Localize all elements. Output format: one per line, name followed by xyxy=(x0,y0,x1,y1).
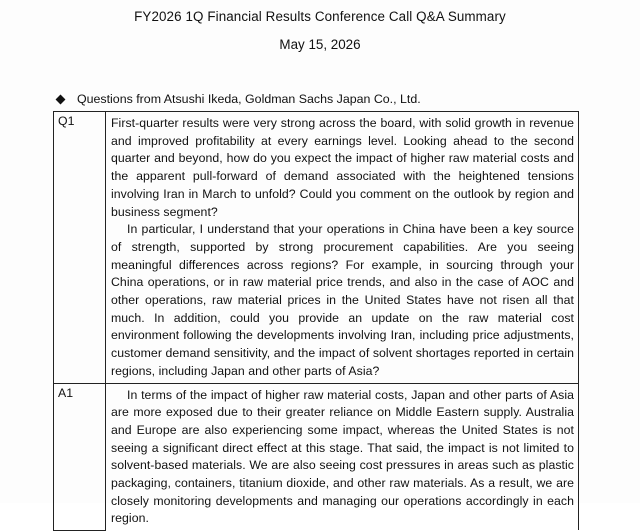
qa-row-q1 xyxy=(54,112,579,384)
q1-paragraph-1: First-quarter results were very strong across the board, with solid growth in revenue and improved profitability at every earnings level. Looking ahead to the second quarter and beyond, how do you expect the impact of higher raw material costs and the apparent pull-forward of demand associated with the heightened tensions involving Iran in March to unfold? Could you comment on the outlook by region and business segment? xyxy=(111,116,574,219)
q1-paragraph-2: In particular, I understand that your operations in China have been a key source of strength, supported by strong procurement capabilities. Are you seeing meaningful differences across regions? For example, in sourcing through your China operations, or in raw material price trends, and also in the case of AOC and other operations, raw material prices in the United States have not risen all that much. In addition, could you provide an update on the raw material cost environment following the developments involving Iran, including price adjustments, customer demand sensitivity, and the impact of solvent shortages reported in certain regions, including Japan and other parts of Asia? xyxy=(111,222,574,378)
qa-text-q1 xyxy=(106,112,579,384)
section-heading xyxy=(55,92,421,106)
qa-label-q1: Q1 xyxy=(54,112,106,384)
section-heading-text: Questions from Atsushi Ikeda, Goldman Sachs Japan Co., Ltd. xyxy=(77,92,421,106)
document-title: FY2026 1Q Financial Results Conference Call Q&A Summary xyxy=(134,9,506,24)
qa-text-a1 xyxy=(106,383,579,530)
qa-table xyxy=(53,111,579,531)
diamond-bullet-icon xyxy=(56,94,66,104)
a1-paragraph-1: In terms of the impact of higher raw material costs, Japan and other parts of Asia are more exposed due to their greater reliance on Middle Eastern supply. Australia and Europe are also experiencing some impact, whereas the United States is not seeing a significant direct effect at this stage. That said, the impact is not limited to solvent-based materials. We are also seeing cost pressures in areas such as plastic packaging, containers, titanium dioxide, and other raw materials. As a result, we are closely monitoring developments and managing our operations accordingly in each region. xyxy=(111,387,574,526)
qa-row-a1 xyxy=(54,383,579,530)
document-date: May 15, 2026 xyxy=(279,37,361,52)
qa-label-a1: A1 xyxy=(54,383,106,530)
